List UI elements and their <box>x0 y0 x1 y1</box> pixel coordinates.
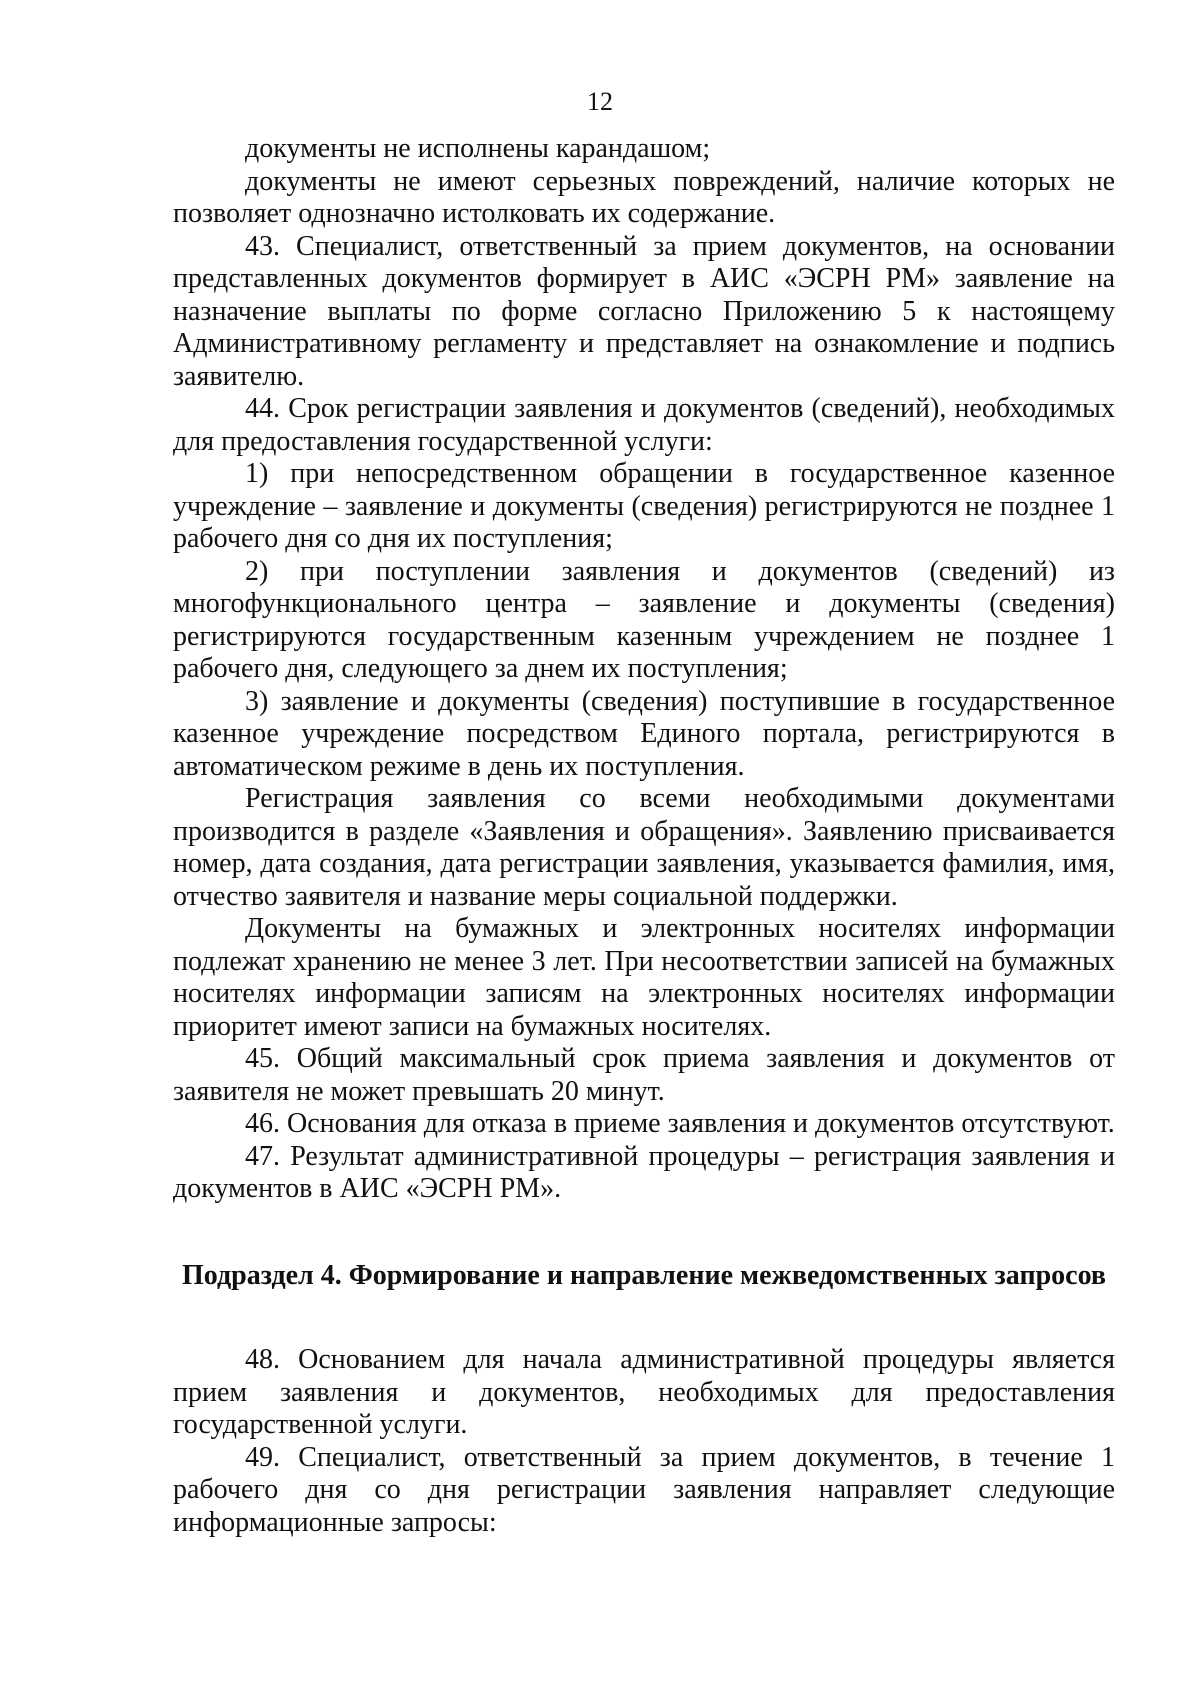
page-number: 12 <box>587 87 613 116</box>
section-heading: Подраздел 4. Формирование и направление межведомственных запросов <box>181 1259 1106 1291</box>
paragraph: документы не исполнены карандашом; <box>245 133 711 164</box>
document-body <box>173 133 1115 1539</box>
paragraph-item-49: 49. Специалист, ответственный за прием документов, в течение 1 рабочего дня со дня регистрации заявления направляет следующие информационные запросы: <box>173 1441 1115 1538</box>
paragraph-subitem-2: 2) при поступлении заявления и документов (сведений) из многофункционального центра – заявление и документы (сведения) регистрируются государственным казенным учреждением не позднее 1 рабочего дня, следующего за днем их поступления; <box>173 555 1115 684</box>
paragraph-item-48: 48. Основанием для начала административной процедуры является прием заявления и документов, необходимых для предоставления государственной услуги. <box>173 1344 1115 1440</box>
paragraph: Регистрация заявления со всеми необходимыми документами производится в разделе «Заявления и обращения». Заявлению присваивается номер, дата создания, дата регистрации заявления, указывается фамилия, имя, отчество заявителя и название меры социальной поддержки. <box>173 783 1115 912</box>
paragraph-item-47: 47. Результат административной процедуры – регистрация заявления и документов в АИС «ЭСРН РМ». <box>173 1140 1115 1204</box>
paragraph-subitem-1: 1) при непосредственном обращении в государственное казенное учреждение – заявление и документы (сведения) регистрируются не позднее 1 рабочего дня со дня их поступления; <box>173 458 1115 554</box>
paragraph: документы не имеют серьезных повреждений, наличие которых не позволяет однозначно истолковать их содержание. <box>173 165 1115 229</box>
paragraph-item-45: 45. Общий максимальный срок приема заявления и документов от заявителя не может превышать 20 минут. <box>173 1043 1115 1107</box>
paragraph: Документы на бумажных и электронных носителях информации подлежат хранению не менее 3 лет. При несоответствии записей на бумажных носителях информации записям на электронных носителях информации приоритет имеют записи на бумажных носителях. <box>173 913 1115 1042</box>
paragraph-item-43: 43. Специалист, ответственный за прием документов, на основании представленных документов формирует в АИС «ЭСРН РМ» заявление на назначение выплаты по форме согласно Приложению 5 к настоящему Административному регламенту и представляет на ознакомление и подпись заявителю. <box>173 230 1115 392</box>
paragraph-subitem-3: 3) заявление и документы (сведения) поступившие в государственное казенное учреждение посредством Единого портала, регистрируются в автоматическом режиме в день их поступления. <box>173 685 1115 782</box>
paragraph-item-44: 44. Срок регистрации заявления и документов (сведений), необходимых для предоставления государственной услуги: <box>173 393 1115 457</box>
paragraph-item-46: 46. Основания для отказа в приеме заявления и документов отсутствуют. <box>245 1108 1115 1139</box>
